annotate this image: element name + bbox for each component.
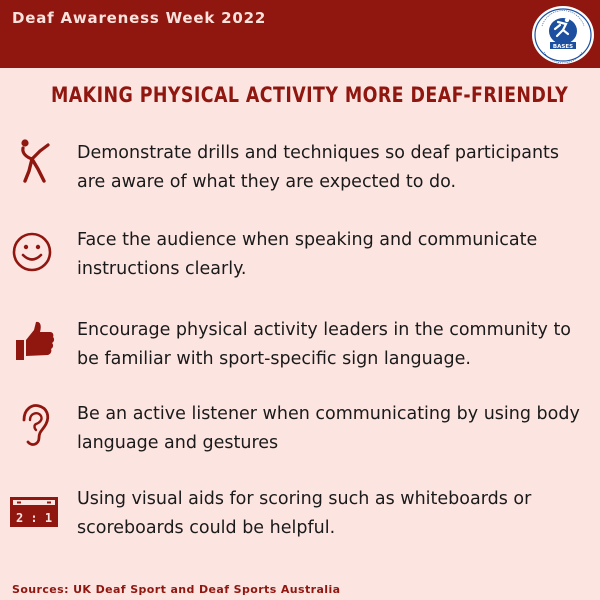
sources-note: Sources: UK Deaf Sport and Deaf Sports Australia (12, 583, 341, 596)
page-title: MAKING PHYSICAL ACTIVITY MORE DEAF-FRIENDLY (51, 83, 569, 107)
thumbs-up-icon (10, 316, 58, 364)
tip-text: Using visual aids for scoring such as whiteboards or scoreboards could be helpful. (77, 489, 532, 538)
scoreboard-icon (10, 487, 58, 535)
tip-text: Encourage physical activity leaders in the community to be familiar with sport-specific sign language. (77, 320, 572, 369)
header-bar (0, 0, 600, 68)
logo-text: BASES (552, 44, 574, 50)
stretching-person-icon (10, 137, 58, 185)
smiley-face-icon (10, 226, 58, 274)
score-text: 2 : 1 (15, 511, 53, 525)
tip-text: Face the audience when speaking and communicate instructions clearly. (77, 230, 538, 279)
header-title: Deaf Awareness Week 2022 (12, 9, 267, 27)
tip-text: Be an active listener when communicating by using body language and gestures (77, 404, 580, 453)
ear-icon (10, 400, 58, 448)
tip-text: Demonstrate drills and techniques so deaf participants are aware of what they are expected to do. (77, 143, 560, 192)
bases-logo-icon (530, 4, 596, 66)
